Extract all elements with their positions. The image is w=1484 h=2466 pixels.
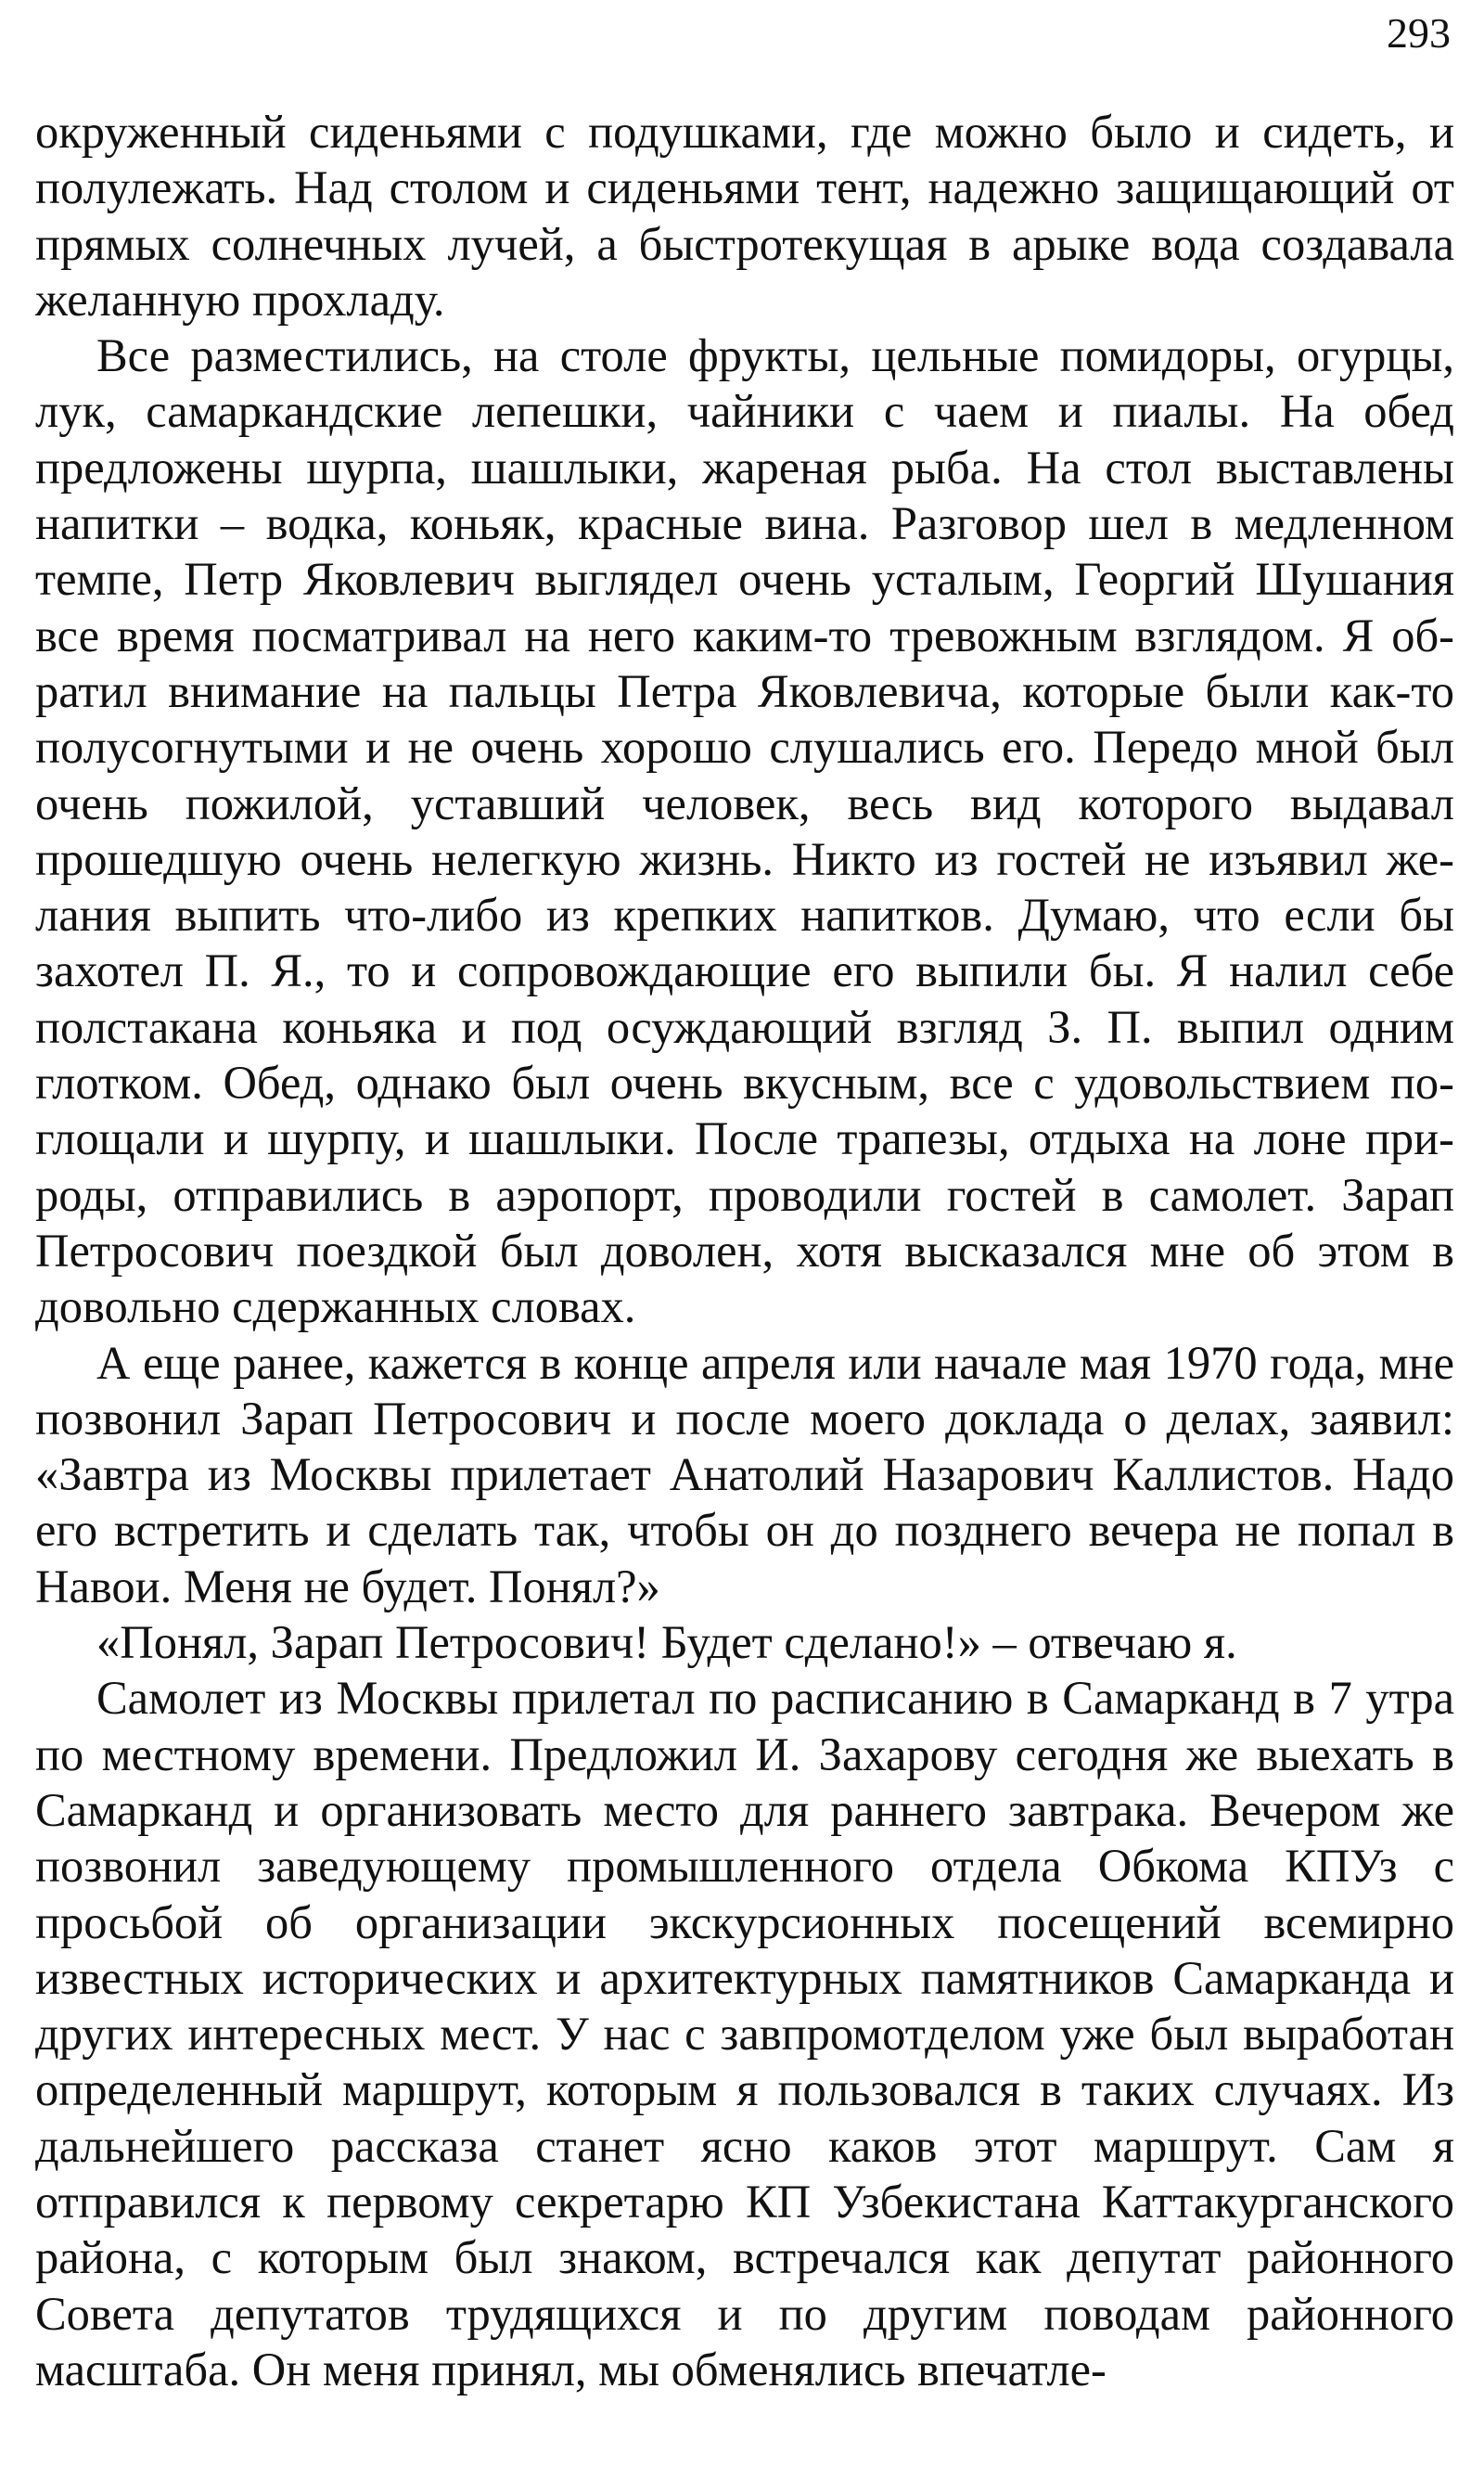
page-number: 293 — [1387, 9, 1451, 57]
paragraph-reply: «Понял, Зарап Петросович! Будет сделано!» – отвечаю я. — [96, 1616, 1237, 1669]
body-text — [35, 104, 1454, 2397]
paragraph-flight: Самолет из Москвы прилетал по расписанию в Самарканд в 7 утра по местному времени. Предложил И. Захарову сегодня же выехать в Самарканд и организовать место для раннего завтрака. Вечером же позвонил заведующему промышленного отдела Обкома КПУз с просьбой об организации экскурсионных посещений всемирно известных исторических и архитектурных памятников Самарканда и других интересных мест. У нас с завпромотделом уже был выработан определенный маршрут, которым я пользовался в таких случаях. Из дальнейшего рассказа станет ясно каков этот маршрут. Сам я отправился к первому секретарю КП Узбекистана Каттакурганского района, с которым был знаком, встречался как депутат районного Совета депутатов трудящихся и по другим поводам районного масштаба. Он меня принял, мы обменялись впечатле- — [35, 1672, 1454, 2395]
paragraph-call: А еще ранее, кажется в конце апреля или начале мая 1970 года, мне позвонил Зарап Петросович и после моего доклада о делах, заявил: «Завтра из Москвы прилетает Анатолий Назарович Каллистов. Надо его встретить и сделать так, чтобы он до позднего вечера не попал в Навои. Меня не будет. Понял?» — [35, 1336, 1454, 1612]
paragraph-lunch: Все разместились, на столе фрукты, цельные помидоры, огурцы, лук, самаркандские лепешки, чайники с чаем и пиалы. На обед предложены шурпа, шашлыки, жареная рыба. На стол выставлены напитки – водка, коньяк, красные вина. Разговор шел в медленном темпе, Петр Яковлевич выглядел очень усталым, Георгий Шушания все время посматривал на него каким-то тревожным взглядом. Я обратил внимание на пальцы Петра Яковлевича, которые были как-то полусогнутыми и не очень хорошо слушались его. Передо мной был очень пожилой, уставший человек, весь вид которого выдавал прошедшую очень нелегкую жизнь. Никто из гостей не изъявил желания выпить что-либо из крепких напитков. Думаю, что если бы захотел П. Я., то и сопровождающие его выпили бы. Я налил себе полстакана коньяка и под осуждающий взгляд З. П. выпил одним глотком. Обед, однако был очень вкусным, все с удовольствием поглощали и шурпу, и шашлыки. После трапезы, отдыха на лоне природы, отправились в аэропорт, проводили гостей в самолет. Зарап Петросович поездкой был доволен, хотя высказался мне об этом в довольно сдержанных словах. — [35, 329, 1454, 1333]
paragraph-continuation: окруженный сиденьями с подушками, где можно было и сидеть, и полулежать. Над столом и сиденьями тент, надежно защищающий от прямых солнечных лучей, а быстротекущая в арыке вода создавала желанную прохладу. — [35, 106, 1454, 326]
